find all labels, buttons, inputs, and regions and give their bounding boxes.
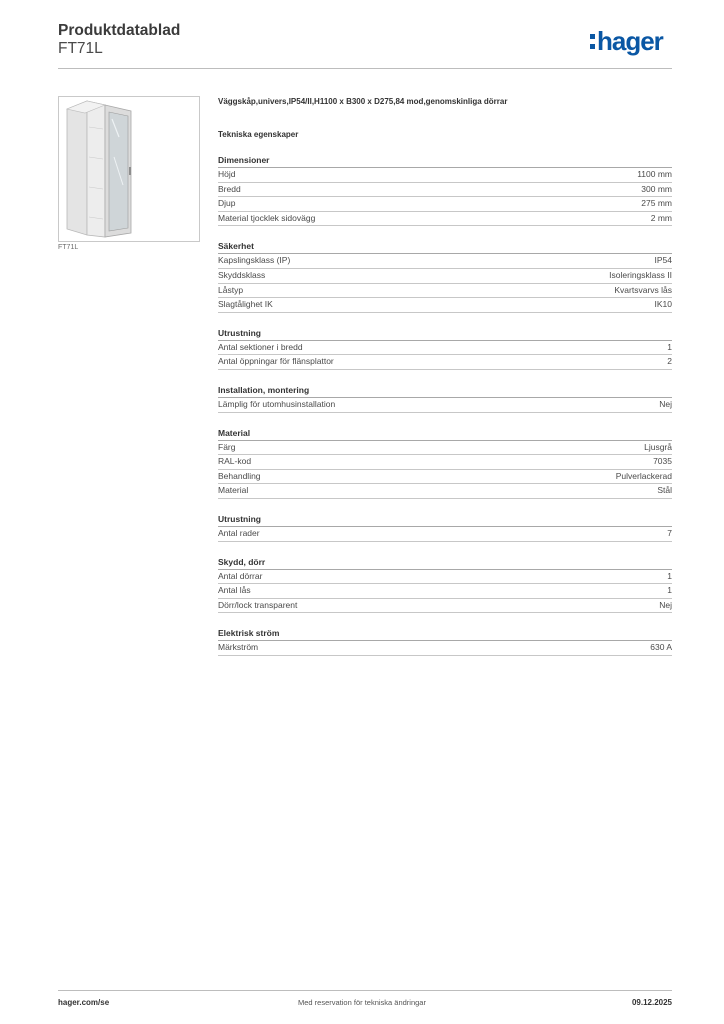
spec-row [218, 254, 672, 269]
product-image [58, 96, 200, 242]
spec-section [218, 384, 672, 413]
spec-row [218, 212, 672, 227]
spec-row [218, 484, 672, 499]
section-title: Säkerhet [218, 240, 672, 254]
spec-section [218, 556, 672, 614]
spec-label: Färg [218, 441, 236, 452]
spec-label: Antal rader [218, 527, 260, 538]
spec-row [218, 570, 672, 585]
section-title: Utrustning [218, 513, 672, 527]
spec-section [218, 240, 672, 312]
spec-row [218, 168, 672, 183]
spec-value: Nej [659, 599, 672, 610]
spec-value: Pulverlackerad [615, 470, 672, 481]
spec-sections [218, 154, 672, 656]
spec-label: Material tjocklek sidovägg [218, 212, 316, 223]
spec-value: IK10 [654, 299, 672, 310]
section-title: Elektrisk ström [218, 627, 672, 641]
spec-label: Lämplig för utomhusinstallation [218, 398, 336, 409]
spec-row [218, 584, 672, 599]
spec-label: Dörr/lock transparent [218, 599, 298, 610]
spec-label: Antal dörrar [218, 570, 263, 581]
section-title: Skydd, dörr [218, 556, 672, 570]
section-title: Dimensioner [218, 154, 672, 168]
spec-row [218, 341, 672, 356]
spec-section [218, 327, 672, 370]
spec-row [218, 284, 672, 299]
spec-value: 1 [667, 341, 672, 352]
spec-value: 1100 mm [637, 169, 672, 179]
spec-value: 300 mm [641, 183, 672, 194]
section-title: Material [218, 427, 672, 441]
spec-label: Slagtålighet IK [218, 299, 273, 310]
footer-date: 09.12.2025 [631, 998, 672, 1007]
spec-content [218, 96, 672, 656]
spec-value: 7 [667, 527, 672, 538]
spec-value: 7035 [653, 456, 672, 467]
spec-label: Antal öppningar för flänsplattor [218, 356, 334, 367]
section-title: Utrustning [218, 327, 672, 341]
header-divider [58, 68, 672, 69]
spec-label: Låstyp [218, 284, 244, 295]
spec-row [218, 527, 672, 542]
spec-value: Kvartsvarvs lås [614, 284, 672, 295]
spec-value: 275 mm [641, 198, 672, 209]
spec-section [218, 154, 672, 226]
spec-value: 2 [667, 356, 672, 367]
spec-label: Material [218, 485, 249, 496]
spec-row [218, 183, 672, 198]
spec-row [218, 298, 672, 313]
spec-label: Antal lås [218, 585, 251, 596]
spec-row [218, 470, 672, 485]
spec-row [218, 355, 672, 370]
logo-text: hager [597, 26, 663, 56]
spec-label: Behandling [218, 470, 261, 481]
product-code: FT71L [58, 40, 103, 57]
product-description: Väggskåp,univers,IP54/II,H1100 x B300 x D275,84 mod,genomskinliga dörrar [218, 97, 508, 106]
spec-row [218, 398, 672, 413]
spec-value: 630 A [650, 642, 672, 653]
footer-divider [58, 990, 672, 991]
spec-value: Nej [659, 398, 672, 409]
wall-cabinet-icon [59, 97, 199, 241]
spec-section [218, 427, 672, 499]
spec-heading: Tekniska egenskaper [218, 130, 299, 139]
spec-value: 1 [667, 570, 672, 581]
spec-row [218, 455, 672, 470]
spec-label: Djup [218, 198, 236, 209]
spec-label: Märkström [218, 642, 259, 653]
spec-row [218, 599, 672, 614]
hager-logo[interactable] [590, 26, 663, 56]
spec-row [218, 641, 672, 656]
spec-label: Antal sektioner i bredd [218, 341, 303, 352]
spec-value: Stål [657, 485, 672, 496]
spec-value: IP54 [654, 255, 672, 266]
spec-section [218, 627, 672, 656]
page-title: Produktdatablad [58, 22, 181, 39]
spec-label: Höjd [218, 169, 236, 179]
spec-label: Bredd [218, 183, 241, 194]
spec-row [218, 441, 672, 456]
section-title: Installation, montering [218, 384, 672, 398]
spec-label: RAL-kod [218, 456, 252, 467]
spec-value: Isoleringsklass II [609, 269, 672, 280]
spec-value: 2 mm [650, 212, 672, 223]
footer-website-link[interactable]: hager.com/se [58, 998, 110, 1007]
spec-value: Ljusgrå [644, 441, 672, 452]
logo-dots-icon [590, 34, 595, 50]
spec-row [218, 269, 672, 284]
product-caption: FT71L [58, 244, 79, 251]
spec-value: 1 [667, 585, 672, 596]
spec-section [218, 513, 672, 542]
spec-row [218, 197, 672, 212]
spec-label: Skyddsklass [218, 269, 266, 280]
footer-disclaimer: Med reservation för tekniska ändringar [298, 998, 426, 1007]
spec-label: Kapslingsklass (IP) [218, 255, 291, 266]
